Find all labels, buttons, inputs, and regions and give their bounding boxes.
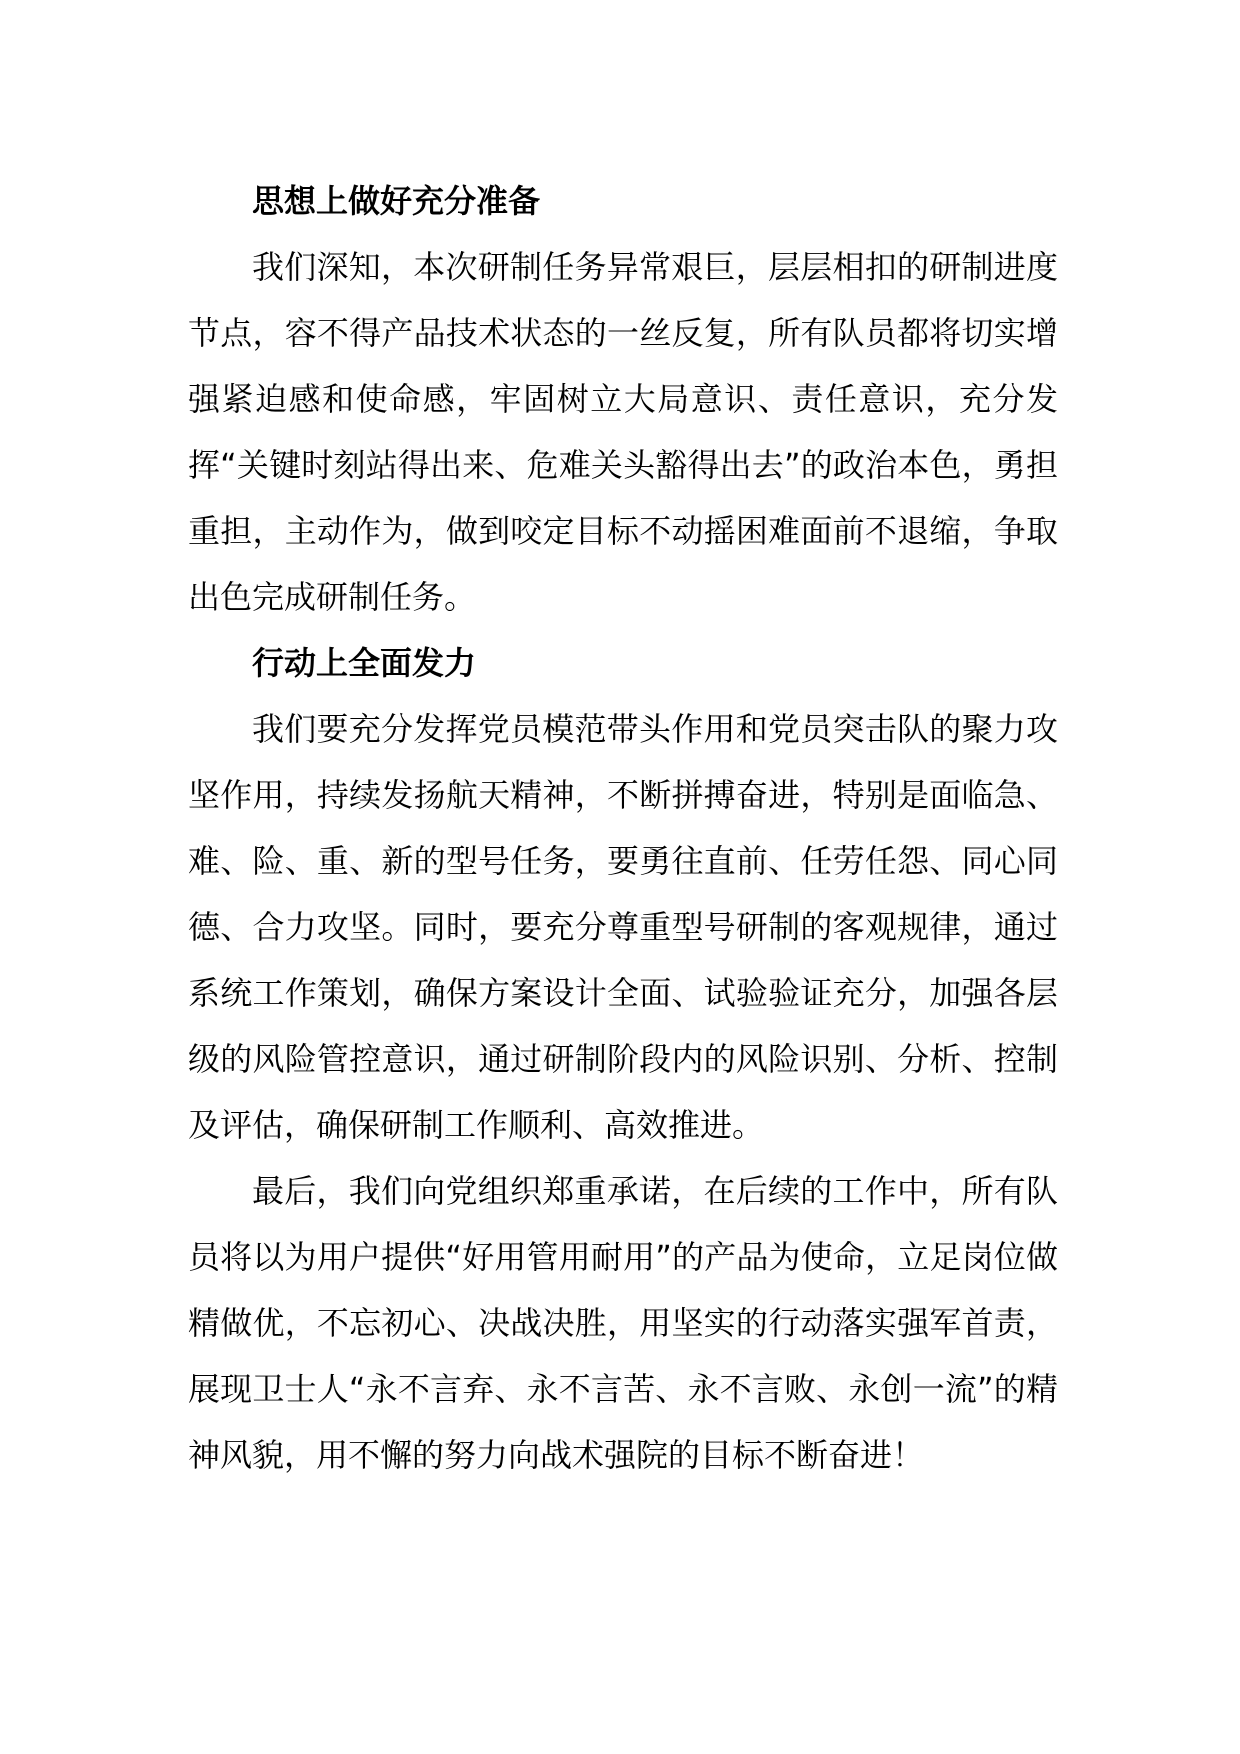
paragraph-full-action: 我们要充分发挥党员模范带头作用和党员突击队的聚力攻坚作用，持续发扬航天精神，不断拼搏奋进，特别是面临急、难、险、重、新的型号任务，要勇往直前、任劳任怨、同心同德、合力攻坚。同时，要充分尊重型号研制的客观规律，通过系统工作策划，确保方案设计全面、试验验证充分，加强各层级的风险管控意识，通过研制阶段内的风险识别、分析、控制及评估，确保研制工作顺利、高效推进。 — [188, 710, 1058, 1144]
paragraph-mental-preparation: 我们深知，本次研制任务异常艰巨，层层相扣的研制进度节点，容不得产品技术状态的一丝反复，所有队员都将切实增强紧迫感和使命感，牢固树立大局意识、责任意识，充分发挥“关键时刻站得出来、危难关头豁得出去”的政治本色，勇担重担，主动作为，做到咬定目标不动摇困难面前不退缩，争取出色完成研制任务。 — [188, 248, 1058, 616]
section-heading-mental-preparation: 思想上做好充分准备 — [252, 182, 541, 220]
document-body — [188, 168, 1058, 1488]
paragraph-commitment: 最后，我们向党组织郑重承诺，在后续的工作中，所有队员将以为用户提供“好用管用耐用”的产品为使命，立足岗位做精做优，不忘初心、决战决胜，用坚实的行动落实强军首责，展现卫士人“永不言弃、永不言苦、永不言败、永创一流”的精神风貌，用不懈的努力向战术强院的目标不断奋进！ — [188, 1172, 1058, 1474]
section-heading-full-action: 行动上全面发力 — [252, 644, 477, 682]
